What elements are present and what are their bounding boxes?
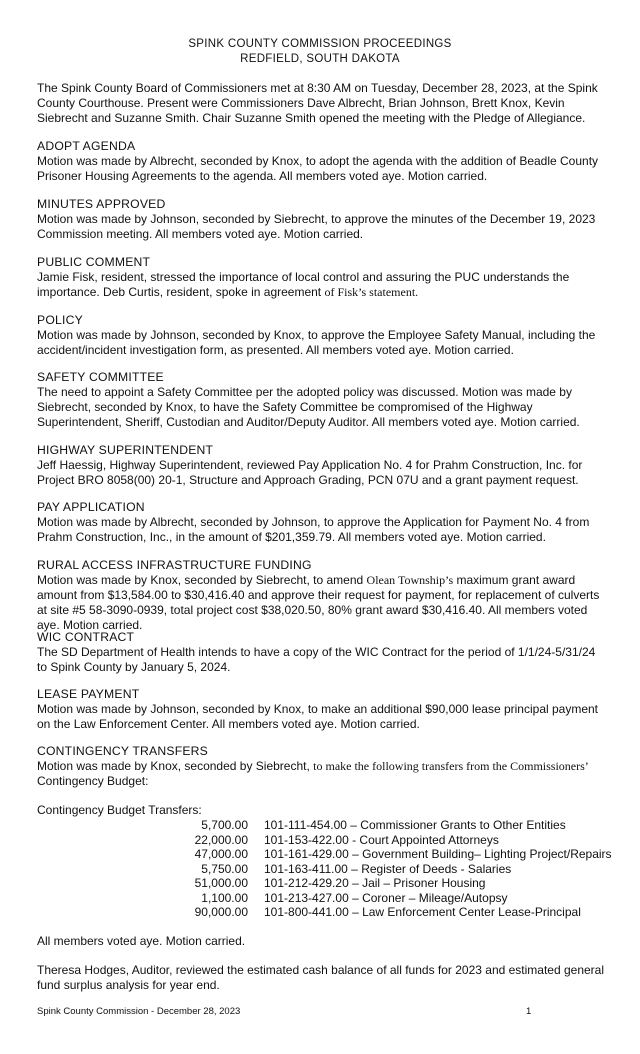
section-contingency-transfers [37, 744, 607, 789]
closing-vote-text: All members voted aye. Motion carried. [37, 934, 246, 948]
section-pay-application [37, 500, 607, 545]
section-adopt-agenda [37, 139, 607, 184]
section-body-text-serif: of Fisk’s statement. [324, 285, 419, 299]
transfer-row [0, 891, 640, 906]
transfer-row [0, 818, 640, 833]
section-rural-access-funding [37, 558, 607, 633]
section-minutes-approved [37, 197, 607, 242]
section-body [37, 270, 607, 300]
section-policy [37, 313, 607, 358]
page-number: 1 [526, 1006, 532, 1017]
document-subtitle: REDFIELD, SOUTH DAKOTA [240, 53, 400, 65]
section-body-text: maximum grant award amount from $13,584.00 to $30,416.40 and approve their request for payment, for replacement of culverts at site #5 58-3090-0939, total project cost $38,020.50, 80% grant award $30,416.40. All members voted aye. Motion carried. [37, 573, 600, 632]
section-heading: HIGHWAY SUPERINTENDENT [37, 443, 214, 457]
intro-paragraph [37, 81, 607, 126]
document-title: SPINK COUNTY COMMISSION PROCEEDINGS [188, 38, 452, 50]
transfer-amount: 51,000.00 [194, 876, 248, 890]
transfer-amount: 1,100.00 [201, 891, 248, 905]
transfer-description: 101-800-441.00 – Law Enforcement Center Lease-Principal [264, 905, 581, 919]
section-heading: ADOPT AGENDA [37, 139, 136, 153]
section-heading: MINUTES APPROVED [37, 197, 166, 211]
section-body-text: Motion was made by Knox, seconded by Siebrecht, [37, 759, 314, 773]
section-heading: WIC CONTRACT [37, 630, 135, 644]
auditor-text: Theresa Hodges, Auditor, reviewed the estimated cash balance of all funds for 2023 and estimated general fund surplus analysis for year end. [37, 963, 605, 992]
transfer-description: 101-213-427.00 – Coroner – Mileage/Autopsy [264, 891, 508, 905]
transfer-amount: 47,000.00 [194, 847, 248, 861]
section-body: Motion was made by Johnson, seconded by Knox, to make an additional $90,000 lease principal payment on the Law Enforcement Center. All members voted aye. Motion carried. [37, 702, 599, 731]
section-heading: SAFETY COMMITTEE [37, 370, 164, 384]
transfer-amount: 5,700.00 [201, 818, 248, 832]
section-body: Motion was made by Albrecht, seconded by Johnson, to approve the Application for Payment No. 4 from Prahm Construction, Inc., in the amount of $201,359.79. All members voted aye. Motion carried. [37, 515, 590, 544]
transfer-description: 101-111-454.00 – Commissioner Grants to Other Entities [264, 818, 566, 832]
section-body-text: Contingency Budget: [37, 774, 149, 788]
section-lease-payment [37, 687, 607, 732]
section-body: The SD Department of Health intends to have a copy of the WIC Contract for the period of 1/1/24-5/31/24 to Spink County by January 5, 2024. [37, 645, 596, 674]
section-body-text: Jamie Fisk, resident, stressed the importance of local control and assuring the PUC understands the importance. Deb Curtis, resident, spoke in agreement [37, 270, 570, 299]
transfer-description: 101-163-411.00 – Register of Deeds - Salaries [264, 862, 512, 876]
auditor-paragraph [37, 963, 607, 993]
section-heading: PAY APPLICATION [37, 500, 145, 514]
section-body-text-serif: to make the following transfers from the Commissioners’ [313, 759, 589, 773]
section-heading: CONTINGENCY TRANSFERS [37, 744, 209, 758]
section-heading: POLICY [37, 313, 83, 327]
intro-text: The Spink County Board of Commissioners met at 8:30 AM on Tuesday, December 28, 2023, at the Spink County Courthouse. Present were Commissioners Dave Albrecht, Brian Johnson, Brett Knox, Kevin Siebrecht and Suzanne Smith. Chair Suzanne Smith opened the meeting with the Pledge of Allegiance. [37, 81, 598, 125]
section-body: Motion was made by Johnson, seconded by Siebrecht, to approve the minutes of the December 19, 2023 Commission meeting. All members voted aye. Motion carried. [37, 212, 596, 241]
transfer-row [0, 847, 640, 862]
section-public-comment [37, 255, 607, 300]
transfer-description: 101-161-429.00 – Government Building– Lighting Project/Repairs [264, 847, 612, 861]
section-wic-contract [37, 630, 607, 675]
section-body-text-serif: Olean Township’s [366, 573, 454, 587]
section-body: Motion was made by Albrecht, seconded by Knox, to adopt the agenda with the addition of Beadle County Prisoner Housing Agreements to the agenda. All members voted aye. Motion carried. [37, 154, 599, 183]
transfer-amount: 22,000.00 [194, 833, 248, 847]
section-body [37, 759, 607, 789]
closing-vote [37, 934, 607, 949]
section-body [37, 573, 607, 633]
transfer-amount: 90,000.00 [194, 905, 248, 919]
section-body-text: Motion was made by Knox, seconded by Siebrecht, to amend [37, 573, 367, 587]
page-footer: Spink County Commission - December 28, 2023 [37, 1006, 241, 1017]
transfers-label: Contingency Budget Transfers: [37, 803, 202, 817]
section-highway-superintendent [37, 443, 607, 488]
section-body: Motion was made by Johnson, seconded by Knox, to approve the Employee Safety Manual, including the accident/incident investigation form, as presented. All members voted aye. Motion carried. [37, 328, 596, 357]
transfer-row [0, 876, 640, 891]
transfer-description: 101-153-422.00 - Court Appointed Attorneys [264, 833, 499, 847]
transfer-row [0, 905, 640, 920]
section-heading: PUBLIC COMMENT [37, 255, 151, 269]
transfer-amount: 5,750.00 [201, 862, 248, 876]
transfer-row [0, 833, 640, 848]
section-safety-committee [37, 370, 607, 430]
transfer-description: 101-212-429.20 – Jail – Prisoner Housing [264, 876, 486, 890]
section-body: The need to appoint a Safety Committee per the adopted policy was discussed. Motion was made by Siebrecht, seconded by Knox, to have the Safety Committee be compromised of the Highway Superintendent, Sheriff, Custodian and Auditor/Deputy Auditor. All members voted aye. Motion carried. [37, 385, 580, 429]
transfer-row [0, 862, 640, 877]
section-heading: RURAL ACCESS INFRASTRUCTURE FUNDING [37, 558, 312, 572]
section-heading: LEASE PAYMENT [37, 687, 140, 701]
section-body: Jeff Haessig, Highway Superintendent, reviewed Pay Application No. 4 for Prahm Construction, Inc. for Project BRO 8058(00) 20-1, Structure and Approach Grading, PCN 07U and a grant payment request. [37, 458, 583, 487]
